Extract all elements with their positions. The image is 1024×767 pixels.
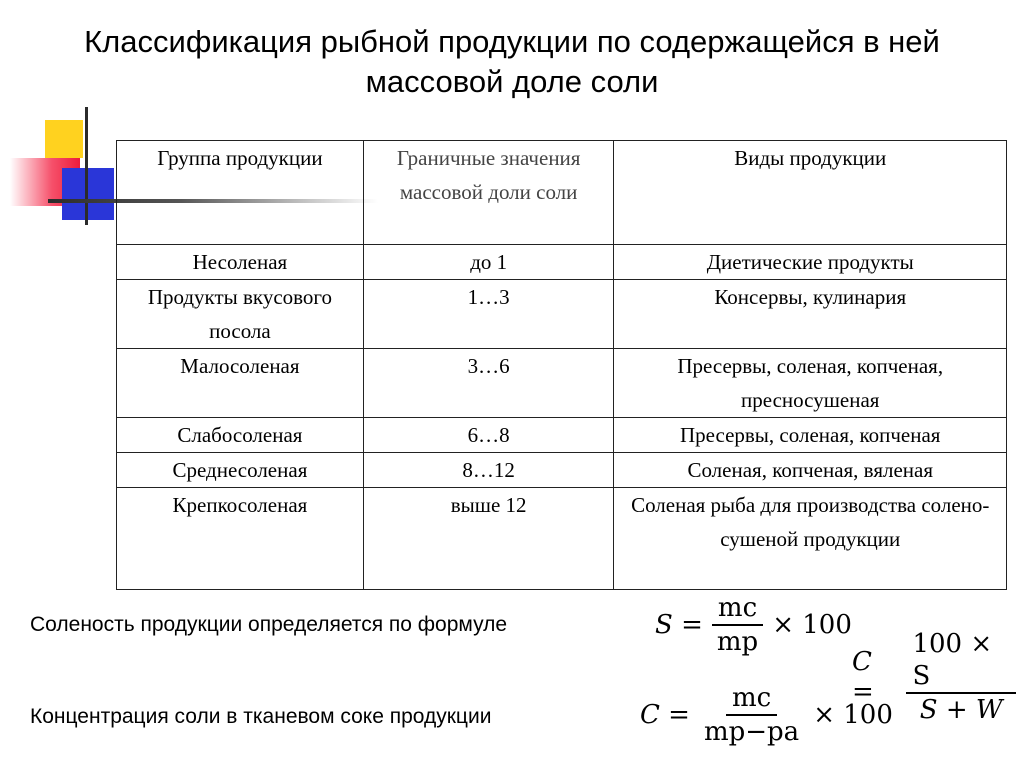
formula-denominator: mр−ра	[703, 717, 800, 747]
kinds-cell: Диетические продукты	[614, 245, 1007, 280]
table-row	[117, 245, 1007, 280]
formula-numerator: 100 × S	[906, 628, 1016, 694]
group-cell: Малосоленая	[117, 349, 364, 418]
formula-numerator: mс	[712, 592, 763, 626]
formula-denominator: S + W	[919, 695, 1003, 725]
formula-denominator: mр	[716, 627, 759, 657]
salt-cell: 6…8	[363, 418, 614, 453]
formula-numerator: mс	[726, 682, 777, 716]
salinity-formula	[655, 592, 852, 658]
kinds-cell: Консервы, кулинария	[614, 280, 1007, 349]
header-cell: Граничные значения массовой доли соли	[363, 141, 614, 245]
formula-fraction	[711, 592, 764, 658]
salt-cell: 1…3	[363, 280, 614, 349]
salt-cell: выше 12	[363, 488, 614, 590]
group-cell: Несоленая	[117, 245, 364, 280]
concentration-caption: Концентрация соли в тканевом соке продукции	[30, 705, 492, 728]
kinds-cell: Соленая, копченая, вяленая	[614, 453, 1007, 488]
table-row	[117, 349, 1007, 418]
group-cell: Слабосоленая	[117, 418, 364, 453]
title-line-1: Классификация рыбной продукции по содержащейся в ней	[84, 24, 940, 59]
group-cell: Продукты вкусового посола	[117, 280, 364, 349]
kinds-cell: Соленая рыба для производства солено-сушеной продукции	[614, 488, 1007, 590]
table-row	[117, 488, 1007, 590]
salt-cell: 3…6	[363, 349, 614, 418]
group-cell: Крепкосоленая	[117, 488, 364, 590]
formula-fraction	[906, 628, 1016, 726]
formula-fraction	[698, 682, 805, 748]
formula-lhs: C =	[852, 647, 874, 707]
header-cell: Группа продукции	[117, 141, 364, 245]
kinds-cell: Пресервы, соленая, копченая, пресносушеная	[614, 349, 1007, 418]
formula-lhs: S =	[655, 610, 703, 640]
formula-multiplier: × 100	[772, 610, 852, 640]
salt-cell: 8…12	[363, 453, 614, 488]
salinity-caption: Соленость продукции определяется по формуле	[30, 613, 508, 636]
formula-multiplier: × 100	[813, 700, 893, 730]
decor-yellow-square	[45, 120, 83, 158]
decor-vertical-line	[85, 107, 88, 225]
concentration-formula-mass	[640, 682, 893, 748]
table-header-row	[117, 141, 1007, 245]
salt-classification-table	[116, 140, 1007, 590]
table-row	[117, 280, 1007, 349]
title-line-2: массовой доле соли	[365, 64, 659, 99]
group-cell: Среднесоленая	[117, 453, 364, 488]
table-row	[117, 418, 1007, 453]
kinds-cell: Пресервы, соленая, копченая	[614, 418, 1007, 453]
table-row	[117, 453, 1007, 488]
header-cell: Виды продукции	[614, 141, 1007, 245]
salt-cell: до 1	[363, 245, 614, 280]
slide-title	[0, 22, 1024, 102]
formula-lhs: C =	[640, 700, 690, 730]
decor-blue-square	[62, 168, 114, 220]
